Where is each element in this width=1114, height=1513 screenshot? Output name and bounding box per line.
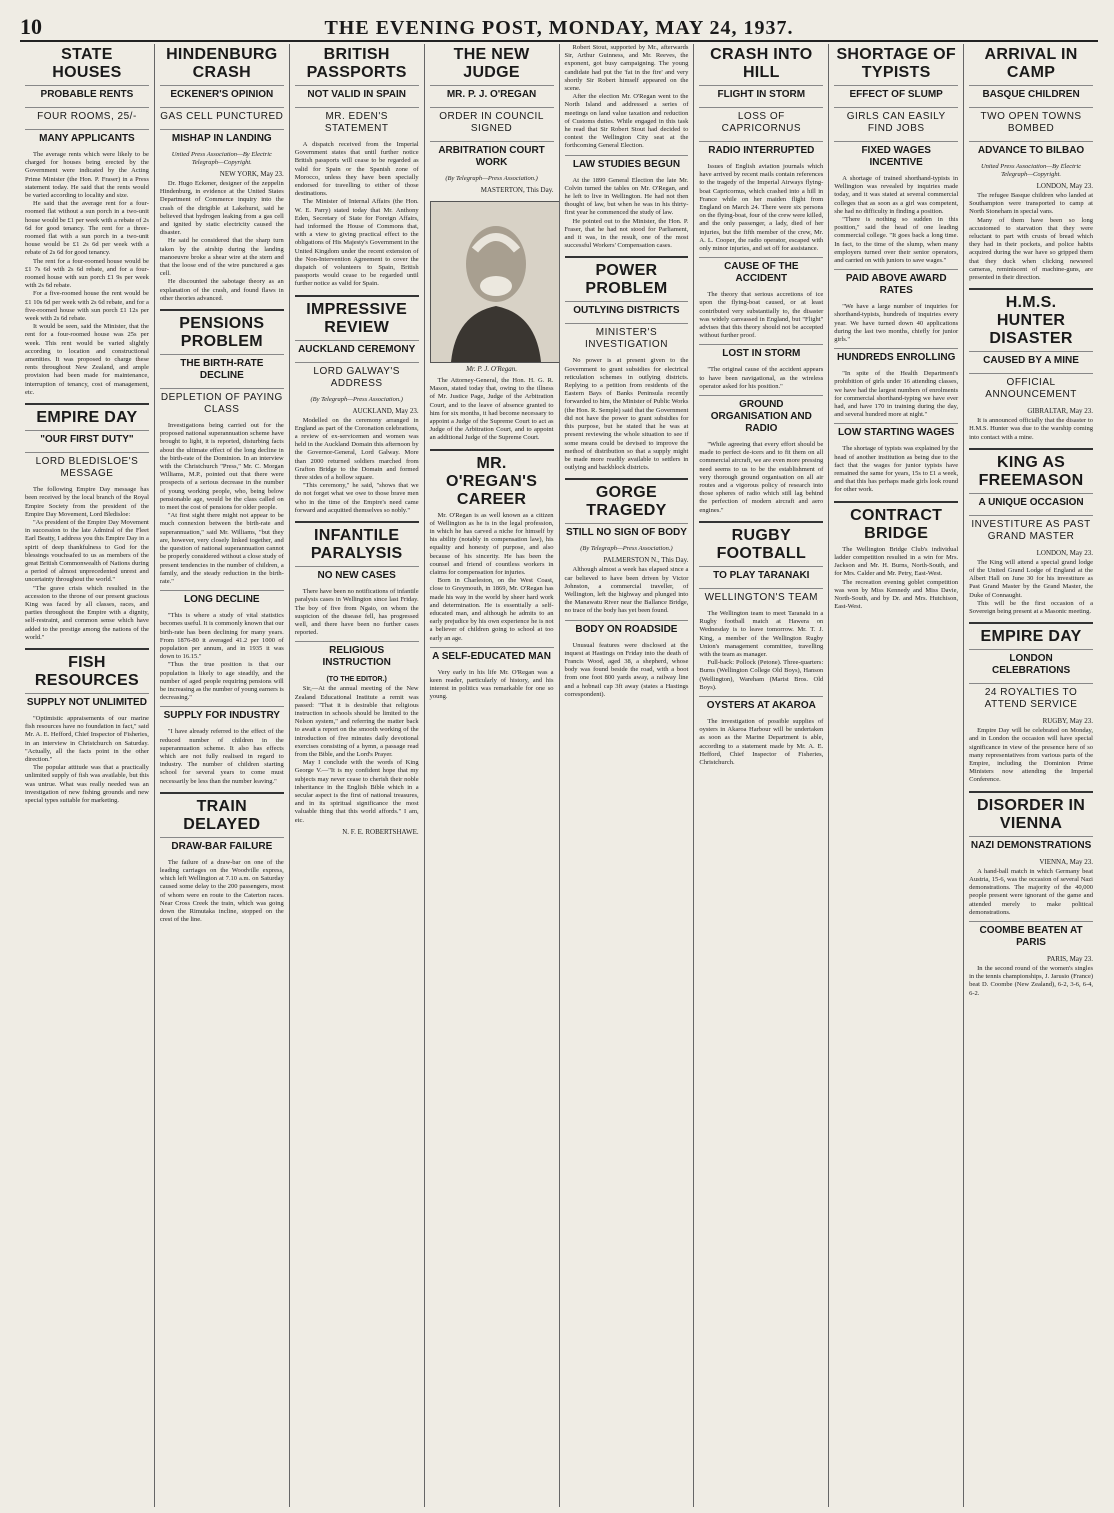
paragraph: The investigation of possible supplies of oysters in Akaroa Harbour will be undertaken as soon as the Marine Department is able, according to a statement made by Mr. A. E. Hefford, Chief Inspector of Fisheries, Christchurch.: [699, 717, 824, 766]
subheadline: ECKENER'S OPINION: [160, 85, 284, 104]
paragraph: A shortage of trained shorthand-typists in Wellington was revealed by inquiries made today, and it was stated at several commercial colleges that as soon as a girl was competent, she had no difficulty in finding a position.: [834, 175, 959, 215]
subheadline: TO PLAY TARANAKI: [699, 566, 823, 585]
article-body: [969, 559, 1093, 616]
paragraph: The Minister of Internal Affairs (the Hon. W. E. Parry) stated today that Mr. Anthony Eden, Secretary of State for Foreign Affairs, had informed the House of Commons that, with a view to giving practical effect to the obligations of His Majesty's Government in the United Kingdom under the recent extension of the Non-Intervention Agreement to cover the dispatch of volunteers to Spain, British passports would cease to be regarded until further notice as valid for Spain.: [294, 198, 419, 288]
article: [295, 46, 419, 289]
column-8: [964, 44, 1098, 1507]
dateline: LONDON, May 23.: [1036, 182, 1093, 190]
headline: CONTRACT BRIDGE: [850, 506, 943, 542]
article: [699, 46, 823, 253]
subheadline: NAZI DEMONSTRATIONS: [969, 836, 1093, 855]
subheadline: A SELF-EDUCATED MAN: [430, 647, 554, 666]
photo-caption: Mr. P. J. O'Regan.: [466, 365, 518, 373]
headline: CRASH INTO HILL: [710, 46, 813, 81]
paragraph: After the election Mr. O'Regan went to the North Island and addressed a series of meetings on land value taxation and reduction of Customs duties. While engaged in this task he read that Sir Robert Stout had decided to contest the Wellington City seat at the forthcoming General Election.: [564, 93, 689, 150]
divider: [969, 791, 1093, 793]
article-body: [295, 685, 419, 824]
paragraph: The popular attitude was that a practically unlimited supply of fish was available, but this was untrue. What was really needed was an investigation of new fishing grounds and new special types suitable for marketing.: [25, 764, 149, 804]
headline: EMPIRE DAY: [980, 628, 1082, 646]
subheadline: INVESTITURE AS PAST GRAND MASTER: [969, 515, 1093, 546]
article: [834, 423, 958, 494]
paragraph: It would be seen, said the Minister, that the rent for a four-roomed house was 25s per week. This rent would be varied slightly according to location and constructional amenities. It was proposed to charge these rents throughout New Zealand, and ample provision had been made for maintenance, interruption of tenancy, cost of management, etc.: [25, 323, 149, 396]
subheadline: ORDER IN COUNCIL SIGNED: [430, 107, 554, 138]
subheadline: DRAW-BAR FAILURE: [160, 837, 284, 856]
article-body: [699, 163, 823, 253]
paragraph: The Wellington team to meet Taranaki in a Rugby football match at Hawera on Wednesday is to leave tomorrow. Mr. T. J. King, a member of the Wellington Rugby Union's management committee, travelling with the team as manager.: [699, 609, 824, 658]
paragraph: Investigations being carried out for the proposed national superannuation scheme have brought to light, it is reported, disturbing facts about the ultimate effect of the long decline in the birth-rate of the Dominion. In an interview with the Christchurch "Press," Mr. C. Morgan Williams, M.P., pointed out that there were prospects of a serious decrease in the number of young working people, who, being below pensionable age, would be the class called on to meet the cost of pensions for older people.: [159, 422, 284, 512]
article-body: [295, 141, 419, 289]
article-body: [565, 357, 689, 472]
subheadline: LOSS OF CAPRICORNUS: [699, 107, 823, 138]
paragraph: It is announced officially that the disaster to H.M.S. Hunter was due to the warship coming into contact with a mine.: [969, 417, 1093, 441]
headline: RUGBY FOOTBALL: [716, 526, 807, 562]
paragraph: Mr. O'Regan is as well known as a citizen of Wellington as he is in the legal profession, in which he has carved a niche for himself by his ability (notably in compensation law), his equality and honesty of purpose, and also because of his sincerity. He has been the counsel and friend of countless workers in claims for compensation for injuries.: [429, 511, 554, 577]
subheadline: EFFECT OF SLUMP: [834, 85, 958, 104]
subheadline: RADIO INTERRUPTED: [699, 141, 823, 160]
subheadline: ARBITRATION COURT WORK: [430, 141, 554, 172]
article: [295, 295, 419, 515]
headline: INFANTILE PARALYSIS: [310, 527, 403, 563]
paragraph: A hand-ball match in which Germany beat Austria, 15-6, was the occasion of several Nazi demonstrations. The majority of the 40,000 people present were ignorant of the game and attended merely to make political demonstrations.: [969, 867, 1093, 916]
paragraph: "Optimistic appraisements of our marine fish resources have no foundation in fact," said Mr. A. E. Hefford, Chief Inspector of Fisheries, in an interview in Christchurch on Saturday. "Actually, all the facts point in the other direction.": [25, 714, 149, 763]
subheadline: OFFICIAL ANNOUNCEMENT: [969, 373, 1093, 404]
dateline: VIENNA, May 23.: [1039, 857, 1093, 866]
dateline: AUCKLAND, May 23.: [352, 406, 419, 415]
article-body: [699, 610, 823, 692]
subheadline: SUPPLY NOT UNLIMITED: [25, 693, 149, 712]
paragraph: "The grave crisis which resulted in the accession to the throne of our present gracious King was faced by all classes, races, and parties throughout the Empire with a dignity, self-restraint, and common sense which have added to the prestige among the nations of the world.": [25, 584, 149, 641]
paragraph: Many of them have been so long accustomed to starvation that they were reluctant to part with crusts of bread which they had in their pockets, and police habits acquired during the war have so gripped them that they duck when clicking newsreel cameras, reminiscent of machine-guns, are presented in their direction.: [969, 216, 1093, 282]
article-body: [834, 445, 958, 494]
article: [565, 256, 689, 472]
article: [160, 792, 284, 925]
article: [834, 348, 958, 419]
article-body: [160, 180, 284, 303]
headline: H.M.S. HUNTER DISASTER: [989, 294, 1073, 348]
column-2: [155, 44, 290, 1507]
article-body: [969, 192, 1093, 282]
column-3: [290, 44, 425, 1507]
article-body: [160, 612, 284, 702]
paragraph: The Wellington Bridge Club's individual ladder competition resulted in a win for Mrs. Jackson and Mr. H. Burns, North-South, and for Mrs. Calder and Mr. Petry, East-West.: [834, 545, 959, 578]
divider: [699, 521, 823, 523]
paragraph: A dispatch received from the Imperial Government states that until further notice British passports will cease to be regarded as valid for Spain or the Spanish zone of Morocco, unless they have been specially endorsed for travelling to either of those destinations.: [294, 141, 419, 198]
paragraph: Issues of English aviation journals which have arrived by recent mails contain references to the tragedy of the Imperial Airways flying-boat Capricornus, which crashed into a hill in France while on her maiden flight from England on March 24. There were six persons on the flying-boat, four of the crew were killed, and the only passenger, a lady, died of her injuries, but the fifth member of the crew, Mr. A. L. Cooper, the radio operator, escaped with only minor injuries, and set off for assistance.: [699, 163, 824, 253]
paragraph: Born in Charleston, on the West Coast, close to Greymouth, in 1869, Mr. O'Regan has made his way in the world by sheer hard work and determination. He is essentially a self-educated man, and although he admits to an early prejudice by his own experience he is not a believer of children going to school at too early an age.: [429, 577, 554, 642]
dateline: LONDON, May 23.: [1036, 548, 1093, 557]
subheadline: MANY APPLICANTS: [25, 129, 149, 148]
subheadline: LORD GALWAY'S ADDRESS: [295, 362, 419, 393]
dateline: MASTERTON, This Day.: [480, 186, 554, 194]
newspaper-page: [20, 44, 1098, 1507]
subheadline: SUPPLY FOR INDUSTRY: [160, 706, 284, 725]
article: [565, 44, 689, 151]
column-4: [425, 44, 560, 1507]
paragraph: Although almost a week has elapsed since a car believed to have been driven by Victor Johnston, a commercial traveller, of Wellington, left the highway and plunged into the Manawatu River near the Ballance Bridge, no trace of the body has yet been found.: [564, 566, 689, 615]
subheadline: COOMBE BEATEN AT PARIS: [969, 921, 1093, 952]
headline: THE NEW JUDGE: [453, 46, 530, 81]
paragraph: Empire Day will be celebrated on Monday, and in London the occasion will have special significance in view of the presence here of so many representatives from various parts of the Empire, including the Dominion Prime Ministers now attending the Imperial Conference.: [969, 727, 1093, 784]
article-body: [565, 44, 689, 151]
subheadline: PROBABLE RENTS: [25, 85, 149, 104]
column-7: [829, 44, 964, 1507]
paragraph: "This is where a study of vital statistics becomes useful. It is commonly known that our birth-rate has been declining for many years. From 1876-80 it averaged 41.2 per 1000 of population per annum, and in 1935 it was down to 16.15.": [159, 612, 284, 661]
paragraph: "I have already referred to the effect of the reduced number of children in the superannuation scheme. It also has effects which are not fully realised in regard to industry. The number of children starting school for several years to come must necessarily be less than the number leaving.": [159, 728, 284, 785]
subheadline: FIXED WAGES INCENTIVE: [834, 141, 958, 172]
article-body: [699, 291, 823, 340]
divider: [969, 288, 1093, 290]
subheadline: "OUR FIRST DUTY": [25, 430, 149, 449]
article: [430, 449, 554, 643]
article: [430, 46, 554, 443]
headline: HINDENBURG CRASH: [166, 46, 278, 81]
article-body: [834, 370, 958, 419]
paragraph: "As president of the Empire Day Movement in succession to the late Admiral of the Fleet Earl Beatty, I address you this Empire Day in a spirit of deep thankfulness to God for the blessings vouchsafed to us as members of the great British Commonwealth of Nations during a period of almost unprecedented unrest and uncertainty throughout the world.": [25, 518, 149, 584]
dateline: PALMERSTON N., This Day.: [603, 556, 689, 565]
subheadline: THE BIRTH-RATE DECLINE: [160, 354, 284, 385]
portrait-photo: [430, 201, 560, 363]
article-body: [834, 546, 958, 612]
paragraph: The average rents which were likely to be charged for houses being erected by the Government were indicated by the Acting Prime Minister (the Hon. P. Fraser) in a Press statement today. He said that the rents would be varied according to locality and size.: [25, 151, 149, 200]
article: [699, 257, 823, 340]
wire-credit: United Press Association—By Electric Telegraph—Copyright.: [171, 151, 272, 166]
article: [25, 648, 149, 805]
divider: [295, 521, 419, 523]
page-number: 10: [20, 14, 42, 39]
subheadline: LAW STUDIES BEGUN: [565, 155, 689, 174]
paragraph: In the second round of the women's singles in the tennis championships, J. Jarusio (France) beat D. Coombe (New Zealand), 6-2, 3-6, 6-4, 6-2.: [969, 964, 1093, 997]
headline: POWER PROBLEM: [585, 262, 668, 298]
divider: [295, 295, 419, 297]
article: [160, 590, 284, 702]
subheadline: 24 ROYALTIES TO ATTEND SERVICE: [969, 683, 1093, 714]
paragraph: The rent for a four-roomed house would be £1 7s 6d with 2s 6d rebate, and for a four-roomed house with sun porch £1 9s per week with 2s 6d rebate.: [25, 257, 149, 290]
dateline: RUGBY, May 23.: [1042, 717, 1093, 726]
dateline: NEW YORK, May 23.: [219, 170, 284, 178]
divider: [834, 501, 958, 503]
paragraph: This will be the first occasion of a Sovereign being present at a Masonic meeting.: [969, 599, 1093, 616]
article: [834, 269, 958, 344]
subheadline: LONDON CELEBRATIONS: [969, 649, 1093, 680]
headline: SHORTAGE OF TYPISTS: [836, 46, 956, 81]
paragraph: "There is nothing so sudden in this position," said the head of one leading commercial college. "It goes back a long time. In fact, to the time of the slump, when many employers turned over their senior operators, and carried on with juniors to save wages.": [834, 216, 959, 265]
divider: [969, 448, 1093, 450]
subheadline: MISHAP IN LANDING: [160, 129, 284, 148]
article: [969, 448, 1093, 616]
paragraph: "This ceremony," he said, "shows that we do not forget what we owe to those brave men who in the time of the Empire's need came forward and acquitted themselves so nobly.": [294, 482, 419, 514]
article: [430, 647, 554, 702]
article-body: [565, 177, 689, 251]
divider: [430, 449, 554, 451]
subheadline: STILL NO SIGN OF BODY: [565, 523, 689, 542]
subheadline: FLIGHT IN STORM: [699, 85, 823, 104]
paragraph: The Attorney-General, the Hon. H. G. R. Mason, stated today that, owing to the illness of Mr. Justice Page, Judge of the Arbitration Court, and to the leave of absence granted to him for six months, it had become necessary to appoint a Judge of the Supreme Court to act as Judge of the Arbitration Court, and to appoint an additional Judge of the Supreme Court.: [429, 377, 554, 442]
paragraph: The recreation evening goblet competition was won by Miss Kennedy and Miss Davie, North-South, and by Dr. and Mrs. Hutchison, East-West.: [834, 578, 959, 611]
subheadline: CAUSED BY A MINE: [969, 351, 1093, 370]
paragraph: The shortage of typists was explained by the head of another institution as being due to the fact that the wages for junior typists have remained the same for years, 15s to £1 a week, and that this has perhaps made girls look round for other work.: [834, 445, 959, 494]
headline: MR. O'REGAN'S CAREER: [445, 454, 538, 508]
article-body: [969, 965, 1093, 998]
paragraph: The King will attend a special grand lodge of the United Grand Lodge of England at the Albert Hall on June 30 for his investiture as Past Grand Master by the Grand Master, the Duke of Connaught.: [969, 558, 1093, 599]
subheadline: BODY ON ROADSIDE: [565, 620, 689, 639]
article: [160, 706, 284, 785]
paragraph: The failure of a draw-bar on one of the leading carriages on the Woodville express, which left Wellington at 7.10 a.m. on Saturday caused some delay to the 200 passengers, most of whom were en route to the Caterton races. Near Cross Creek the train, which was going down the Rimutaka incline, stopped on the crest of the line.: [159, 858, 284, 924]
article: [834, 501, 958, 612]
article: [295, 641, 419, 835]
article-body: [430, 377, 554, 443]
subheadline: WELLINGTON'S TEAM: [699, 588, 823, 607]
article-body: [834, 303, 958, 344]
subheadline: GIRLS CAN EASILY FIND JOBS: [834, 107, 958, 138]
subheadline: PAID ABOVE AWARD RATES: [834, 269, 958, 300]
dateline: GIBRALTAR, May 23.: [1027, 407, 1093, 416]
article: [969, 622, 1093, 784]
paragraph: "Thus the true position is that our population is likely to age steadily, and the number of aged people requiring pensions will be increasing as the number of young earners is decreasing.": [159, 661, 284, 702]
article-body: [430, 512, 554, 643]
subheadline: MINISTER'S INVESTIGATION: [565, 323, 689, 354]
paragraph: The refugee Basque children who landed at Southampton were transported to camp at North Stoneham in special vans.: [969, 192, 1093, 216]
divider: [565, 478, 689, 480]
divider: [25, 648, 149, 650]
headline: GORGE TRAGEDY: [586, 484, 667, 520]
subheadline: A UNIQUE OCCASION: [969, 493, 1093, 512]
article-body: [160, 859, 284, 925]
article: [699, 344, 823, 391]
article: [969, 921, 1093, 998]
masthead: [20, 14, 1098, 42]
section-label: (TO THE EDITOR.): [326, 676, 387, 684]
article-body: [969, 727, 1093, 784]
divider: [565, 256, 689, 258]
paragraph: Modelled on the ceremony arranged in England as part of the Coronation celebrations, a review of ex-servicemen and women was held in the Auckland Domain this afternoon by the Governor-General, Lord Galway. More than 2000 returned soldiers marched from Grafton Bridge to the Domain and formed three sides of a hollow square.: [294, 416, 419, 482]
article: [160, 309, 284, 586]
dateline: PARIS, May 23.: [1046, 954, 1093, 963]
subheadline: FOUR ROOMS, 25/-: [25, 107, 149, 126]
subheadline: ADVANCE TO BILBAO: [969, 141, 1093, 160]
article: [834, 46, 958, 265]
column-5: [560, 44, 695, 1507]
paragraph: "The original cause of the accident appears to have been navigational, as the wireless operator asked for his position.": [699, 366, 824, 390]
article-body: [295, 417, 419, 515]
subheadline: CAUSE OF THE ACCIDENT: [699, 257, 823, 288]
subheadline: AUCKLAND CEREMONY: [295, 340, 419, 359]
subheadline: TWO OPEN TOWNS BOMBED: [969, 107, 1093, 138]
paragraph: Unusual features were disclosed at the inquest at Hastings on Friday into the death of Francis Wood, aged 38, a shepherd, whose body was found beside the road, with a boot from one foot 800 yards away, a railway line and a hobnail cap 3ft away (states a Hastings correspondent).: [564, 641, 689, 698]
paragraph: The following Empire Day message has been received by the local branch of the Royal Empire Society from the president of the Empire Day Movement, Lord Bledisloe:: [25, 486, 149, 518]
divider: [160, 309, 284, 311]
subheadline: GAS CELL PUNCTURED: [160, 107, 284, 126]
article-body: [295, 588, 419, 637]
headline: FISH RESOURCES: [34, 653, 139, 689]
subheadline: LONG DECLINE: [160, 590, 284, 609]
headline: ARRIVAL IN CAMP: [984, 46, 1078, 81]
article: [969, 46, 1093, 282]
headline: TRAIN DELAYED: [183, 797, 261, 833]
article: [699, 395, 823, 515]
wire-credit: (By Telegraph—Press Association.): [445, 175, 538, 182]
paragraph: May I conclude with the words of King George V.—"It is my confident hope that my subjects may never cease to cherish their noble inheritance in the English Bible which in a secular aspect is the first of national treasures, and in its spiritual significance the most valuable thing that this world affords." I am, etc.: [294, 759, 419, 824]
subheadline: BASQUE CHILDREN: [969, 85, 1093, 104]
article-body: [699, 718, 823, 767]
headline: DISORDER IN VIENNA: [976, 796, 1086, 832]
headline: IMPRESSIVE REVIEW: [306, 300, 408, 336]
article: [295, 521, 419, 637]
paragraph: The theory that serious accretions of ice upon the flying-boat caused, or at least contributed very substantially to, the disaster was widely canvassed in England, but "Flight" advises that this theory should not be accepted without further proof.: [699, 291, 824, 340]
subheadline: GROUND ORGANISATION AND RADIO: [699, 395, 823, 438]
headline: STATE HOUSES: [52, 46, 122, 81]
paragraph: At the 1899 General Election the late Mr. Colvin turned the tables on Mr. O'Regan, and he left to live in Wellington. He had not then thought of law, but when he was in his thirty-first year he commenced the study of law.: [564, 176, 689, 217]
article-body: [699, 441, 823, 515]
article: [25, 46, 149, 397]
column-1: [20, 44, 155, 1507]
article: [969, 791, 1093, 917]
paragraph: Robert Stout, supported by Mr., afterwards Sir, Arthur Guinness, and Mr. Reeves, the exponent, got busy campaigning. The young candidate had put the 'fat in the fire' and very shortly Sir Robert himself appeared on the scene.: [564, 44, 689, 93]
article-body: [25, 715, 149, 805]
subheadline: OUTLYING DISTRICTS: [565, 301, 689, 320]
subheadline: DEPLETION OF PAYING CLASS: [160, 388, 284, 419]
subheadline: LORD BLEDISLOE'S MESSAGE: [25, 452, 149, 483]
paragraph: "We have a large number of inquiries for shorthand-typists, hundreds of inquiries every year. We have turned down 40 applications during the last two months, chiefly for junior girls.": [834, 303, 959, 344]
paragraph: He said he considered that the sharp turn taken by the airship during the landing manoeuvre broke a shear wire at the stern and that the loose end of the wire punctured a gas cell.: [159, 237, 284, 278]
paragraph: "At first sight there might not appear to be much connexion between the birth-rate and superannuation," said Mr. Williams, "but they are, however, very closely linked together, and the question of national superannuation cannot be properly considered without a close study of present tendencies in the number of children, a family, and the steady reduction in the birth-rate.": [159, 512, 284, 585]
headline: BRITISH PASSPORTS: [306, 46, 407, 81]
headline: KING AS FREEMASON: [978, 453, 1084, 489]
wire-credit: United Press Association—By Electric Telegraph—Copyright.: [980, 163, 1082, 178]
article-body: [565, 566, 689, 615]
paragraph: "While agreeing that every effort should be made to perfect de-icers and to fit them on all commercial aircraft, we are even more pressing need seems to us to be the establishment of very thorough ground organisation on all air routes and a vigorous policy of research into those spheres of radio which still lag behind the perfection of modern aircraft and aero engines.": [699, 441, 824, 514]
paragraph: Very early in his life Mr. O'Regan was a keen reader, particularly of history, and his interest in politics was remarkable for one so young.: [429, 668, 554, 701]
paragraph: He discounted the sabotage theory as an explanation of the crash, and found flaws in other theories advanced.: [159, 278, 284, 302]
paragraph: He said that the average rent for a four-roomed flat without a sun porch in a two-unit house would be £1 per week with a rebate of 2s 6d for good tenancy. The rent for a three-roomed flat with a sun porch in a two-unit house would be £1 2s 6d per week with a rebate of 2s 6d for good tenancy.: [25, 200, 149, 257]
paragraph: He pointed out to the Minister, the Hon. P. Fraser, that he had not stood for Parliament, and it was, in the result, one of the most successful Workers' Compensation cases.: [564, 217, 689, 250]
paragraph: Full-back: Pollock (Petone). Three-quarters: Burns (Wellington College Old Boys), Hanson (Wellington), Wareham (Marist Bros. Old Boys).: [699, 659, 824, 691]
subheadline: HUNDREDS ENROLLING: [834, 348, 958, 367]
wire-credit: (By Telegraph—Press Association.): [310, 395, 403, 403]
subheadline: MR. EDEN'S STATEMENT: [295, 107, 419, 138]
subheadline: OYSTERS AT AKAROA: [699, 696, 823, 715]
article-body: [699, 366, 823, 391]
newspaper-title: THE EVENING POST, MONDAY, MAY 24, 1937.: [324, 17, 794, 39]
article: [699, 521, 823, 692]
paragraph: For a five-roomed house the rent would be £1 10s 6d per week with 2s 6d rebate, and for a five-roomed house with sun porch £1 12s per week with 2s 6d rebate.: [25, 290, 149, 323]
divider: [25, 403, 149, 405]
article-body: [969, 868, 1093, 917]
article: [699, 696, 823, 767]
paragraph: Sir,—At the annual meeting of the New Zealand Educational Institute a remit was passed: "That it is desirable that religious instruction in schools should be limited to the Nelson system," and referring the matter back to await a report on the smooth working of the introduction of five minutes daily devotional exercises consisting of a hymn, a passage read from the Bible, and the Lord's Prayer.: [294, 685, 419, 758]
article: [160, 46, 284, 303]
article-body: [160, 728, 284, 785]
article-body: [25, 486, 149, 642]
article-body: [430, 669, 554, 702]
article: [565, 155, 689, 251]
column-6: [694, 44, 829, 1507]
divider: [160, 792, 284, 794]
article-body: [160, 422, 284, 586]
paragraph: No power is at present given to the Government to grant subsidies for electrical reticulation schemes in outlying districts. Replying to a petition from residents of the Eastern Bays of Banks Peninsula recently forwarded to him, the Minister of Public Works (the Hon. R. Semple) said that the Government did not have the power to grant subsidies for this purpose, but he stated that he was at present reviewing the whole situation to see if some means could be devised to improve the method of distribution so that a supply might be made more readily available to settlers in outlying and backblock districts.: [564, 357, 689, 472]
article-body: [834, 175, 958, 265]
paragraph: Dr. Hugo Eckener, designer of the zeppelin Hindenburg, in evidence at the United States Department of Commerce inquiry into the crash of the dirigible at Lakehurst, said he believed that hydrogen leaking from a gas cell and ignited by static electricity caused the disaster.: [159, 180, 284, 237]
subheadline: RELIGIOUS INSTRUCTION: [295, 641, 419, 672]
article: [565, 620, 689, 699]
article: [969, 288, 1093, 442]
subheadline: NOT VALID IN SPAIN: [295, 85, 419, 104]
paragraph: There have been no notifications of infantile paralysis cases in Wellington since last Friday. The boy of five from Ngaio, on whom the suspicion of the disease fell, has progressed well, and there have been no further cases reported.: [294, 588, 419, 637]
wire-credit: (By Telegraph—Press Association.): [580, 545, 673, 553]
subheadline: LOST IN STORM: [699, 344, 823, 363]
headline: EMPIRE DAY: [36, 409, 138, 427]
paragraph: "In spite of the Health Department's prohibition of girls under 16 attending classes, we have had the largest numbers of enrolments for commercial shorthand-typing we have ever had, and have 170 in training during the day, and several hundred more at night.": [834, 370, 959, 419]
subheadline: NO NEW CASES: [295, 566, 419, 585]
subheadline: MR. P. J. O'REGAN: [430, 85, 554, 104]
divider: [969, 622, 1093, 624]
article-body: [565, 642, 689, 699]
headline: PENSIONS PROBLEM: [179, 315, 265, 351]
article: [25, 403, 149, 642]
article-body: [969, 417, 1093, 442]
article: [565, 478, 689, 615]
article-body: [25, 151, 149, 397]
letter-signature: N. F. E. ROBERTSHAWE.: [342, 827, 419, 836]
subheadline: LOW STARTING WAGES: [834, 423, 958, 442]
